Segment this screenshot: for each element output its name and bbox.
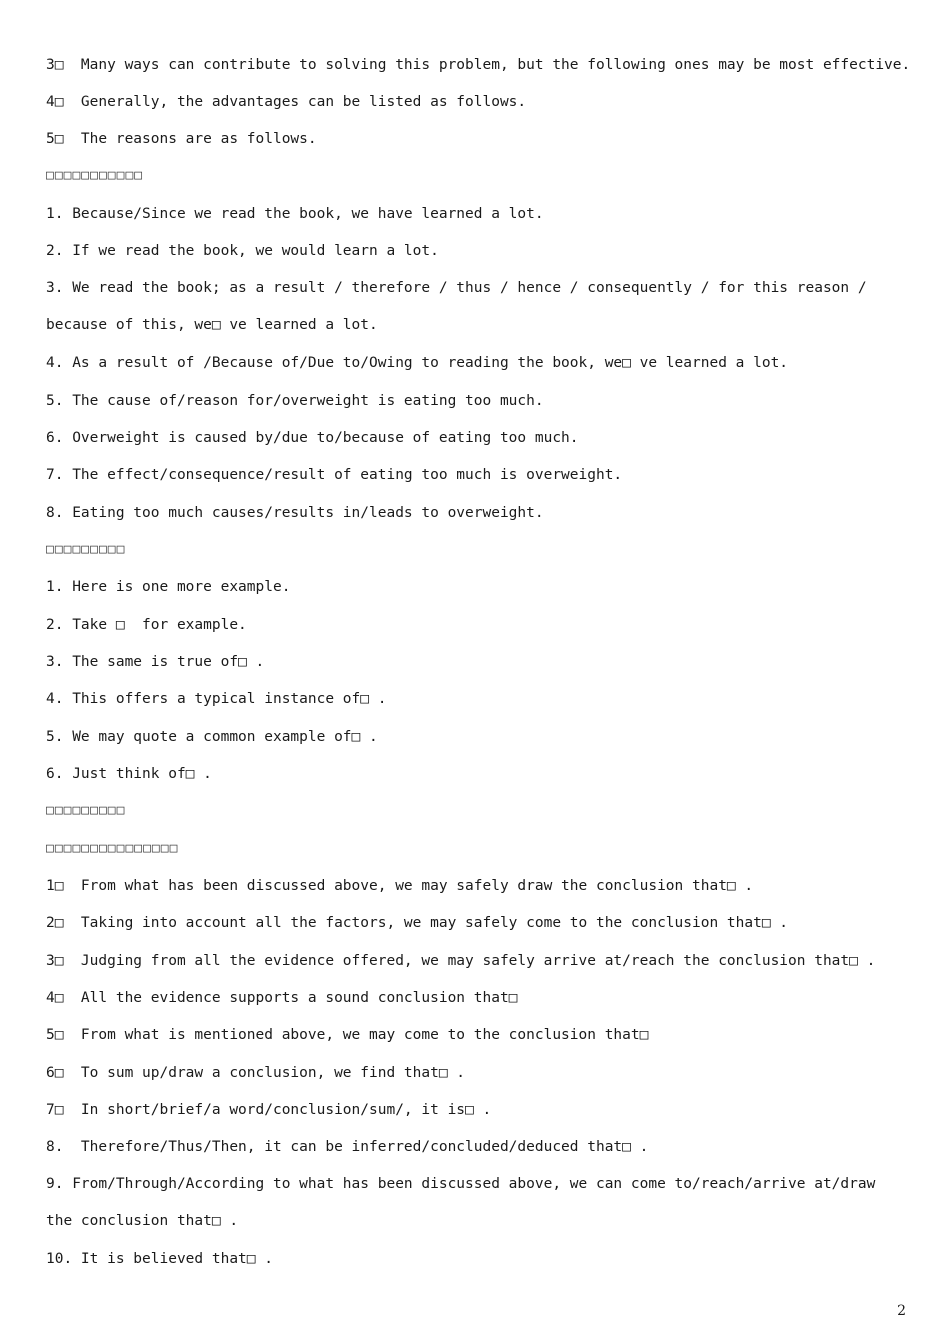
cause-effect-line-5: 5. The cause of/reason for/overweight is eating too much. [46, 393, 544, 409]
conclusion-line-3: 3□ Judging from all the evidence offered, we may safely arrive at/reach the conclusion that□ . [46, 953, 876, 969]
conclusion-line-4: 4□ All the evidence supports a sound conclusion that□ [46, 990, 518, 1006]
page-number: 2 [897, 1303, 906, 1319]
conclusion-line-6: 6□ To sum up/draw a conclusion, we find that□ . [46, 1065, 466, 1081]
ways-line-5: 5□ The reasons are as follows. [46, 131, 317, 147]
cause-effect-line-3: 3. We read the book; as a result / therefore / thus / hence / consequently / for this reason / because of this, we□ ve learned a lot. [46, 280, 867, 333]
cause-effect-line-4: 4. As a result of /Because of/Due to/Owing to reading the book, we□ ve learned a lot. [46, 355, 789, 371]
cause-effect-line-2: 2. If we read the book, we would learn a lot. [46, 243, 439, 259]
conclusion-line-5: 5□ From what is mentioned above, we may come to the conclusion that□ [46, 1027, 649, 1043]
conclusion-line-9: 9. From/Through/According to what has been discussed above, we can come to/reach/arrive at/draw the conclusion that□ . [46, 1176, 876, 1229]
conclusion-heading: □□□□□□□□□ [46, 803, 126, 818]
conclusion-line-10: 10. It is believed that□ . [46, 1251, 273, 1267]
ways-line-3: 3□ Many ways can contribute to solving this problem, but the following ones may be most effective. [46, 57, 911, 73]
example-line-1: 1. Here is one more example. [46, 579, 291, 595]
conclusion-line-7: 7□ In short/brief/a word/conclusion/sum/, it is□ . [46, 1102, 492, 1118]
example-line-2: 2. Take □ for example. [46, 617, 247, 633]
cause-effect-line-1: 1. Because/Since we read the book, we have learned a lot. [46, 206, 544, 222]
cause-effect-line-8: 8. Eating too much causes/results in/leads to overweight. [46, 505, 544, 521]
examples-heading: □□□□□□□□□ [46, 542, 126, 557]
example-line-5: 5. We may quote a common example of□ . [46, 729, 378, 745]
example-line-3: 3. The same is true of□ . [46, 654, 265, 670]
conclusion-line-1: 1□ From what has been discussed above, we may safely draw the conclusion that□ . [46, 878, 754, 894]
cause-effect-heading: □□□□□□□□□□□ [46, 168, 144, 183]
example-line-4: 4. This offers a typical instance of□ . [46, 691, 387, 707]
ways-line-4: 4□ Generally, the advantages can be listed as follows. [46, 94, 527, 110]
cause-effect-line-6: 6. Overweight is caused by/due to/because of eating too much. [46, 430, 579, 446]
conclusion-line-2: 2□ Taking into account all the factors, we may safely come to the conclusion that□ . [46, 915, 789, 931]
conclusion-line-8: 8. Therefore/Thus/Then, it can be inferred/concluded/deduced that□ . [46, 1139, 649, 1155]
cause-effect-line-7: 7. The effect/consequence/result of eating too much is overweight. [46, 467, 623, 483]
example-line-6: 6. Just think of□ . [46, 766, 212, 782]
conclusion-subheading: □□□□□□□□□□□□□□□ [46, 841, 179, 856]
